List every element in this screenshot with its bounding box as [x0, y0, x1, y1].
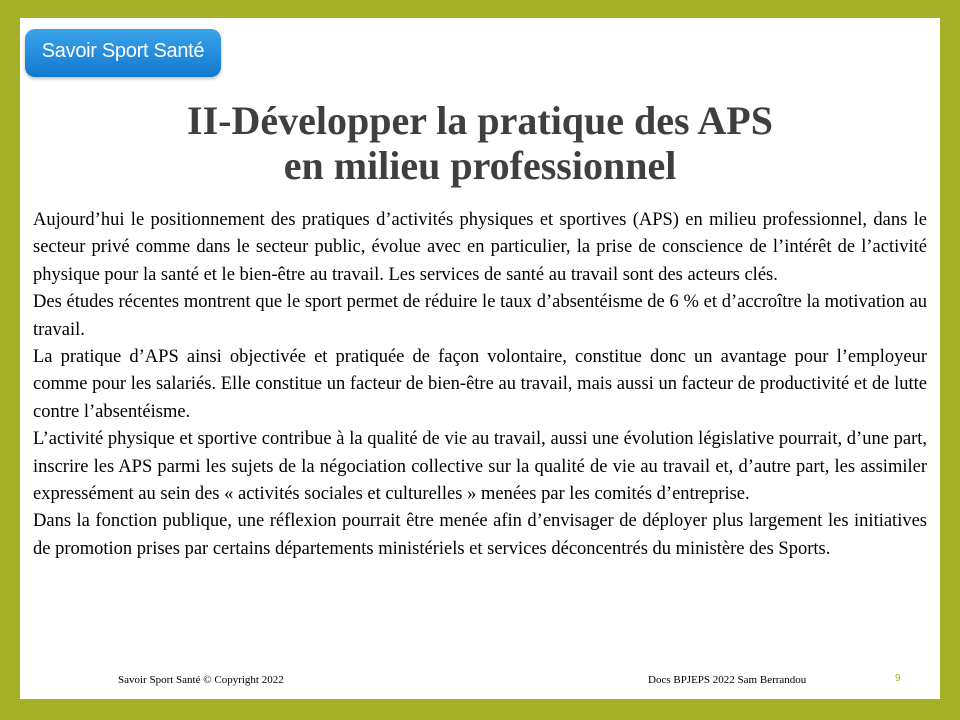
logo-text: Savoir Sport Santé	[41, 40, 205, 62]
page-number: 9	[895, 673, 901, 684]
body-text	[33, 207, 927, 563]
footer-author: Docs BPJEPS 2022 Sam Berrandou	[648, 674, 807, 686]
paragraph-2: Des études récentes montrent que le sport permet de réduire le taux d’absentéisme de 6 % et d’accroître la motivation au travail.	[33, 292, 927, 340]
footer-copyright: Savoir Sport Santé © Copyright 2022	[118, 674, 284, 686]
title-line-2: en milieu professionnel	[283, 143, 677, 188]
title-line-1: II-Développer la pratique des APS	[187, 98, 773, 143]
slide	[20, 18, 940, 699]
paragraph-5: Dans la fonction publique, une réflexion pourrait être menée afin d’envisager de déployer plus largement les initiatives de promotion prises par certains départements ministériels et services déconcentrés du ministère des Sports.	[33, 511, 927, 559]
slide-title	[20, 98, 940, 188]
paragraph-4: L’activité physique et sportive contribue à la qualité de vie au travail, aussi une évolution législative pourrait, d’une part, inscrire les APS parmi les sujets de la négociation collective sur la qualité de vie au travail et, d’autre part, les assimiler expressément au sein des « activités sociales et culturelles » menées par les comités d’entreprise.	[33, 429, 927, 505]
paragraph-1: Aujourd’hui le positionnement des pratiques d’activités physiques et sportives (APS) en milieu professionnel, dans le secteur privé comme dans le secteur public, évolue avec en particulier, la prise de conscience de l’intérêt de l’activité physique pour la santé et le bien-être au travail. Les services de santé au travail sont des acteurs clés.	[33, 210, 927, 285]
paragraph-3: La pratique d’APS ainsi objectivée et pratiquée de façon volontaire, constitue donc un avantage pour l’employeur comme pour les salariés. Elle constitue un facteur de bien-être au travail, mais aussi un facteur de productivité et de lutte contre l’absentéisme.	[33, 347, 927, 422]
savoir-sport-sante-logo	[25, 29, 221, 77]
